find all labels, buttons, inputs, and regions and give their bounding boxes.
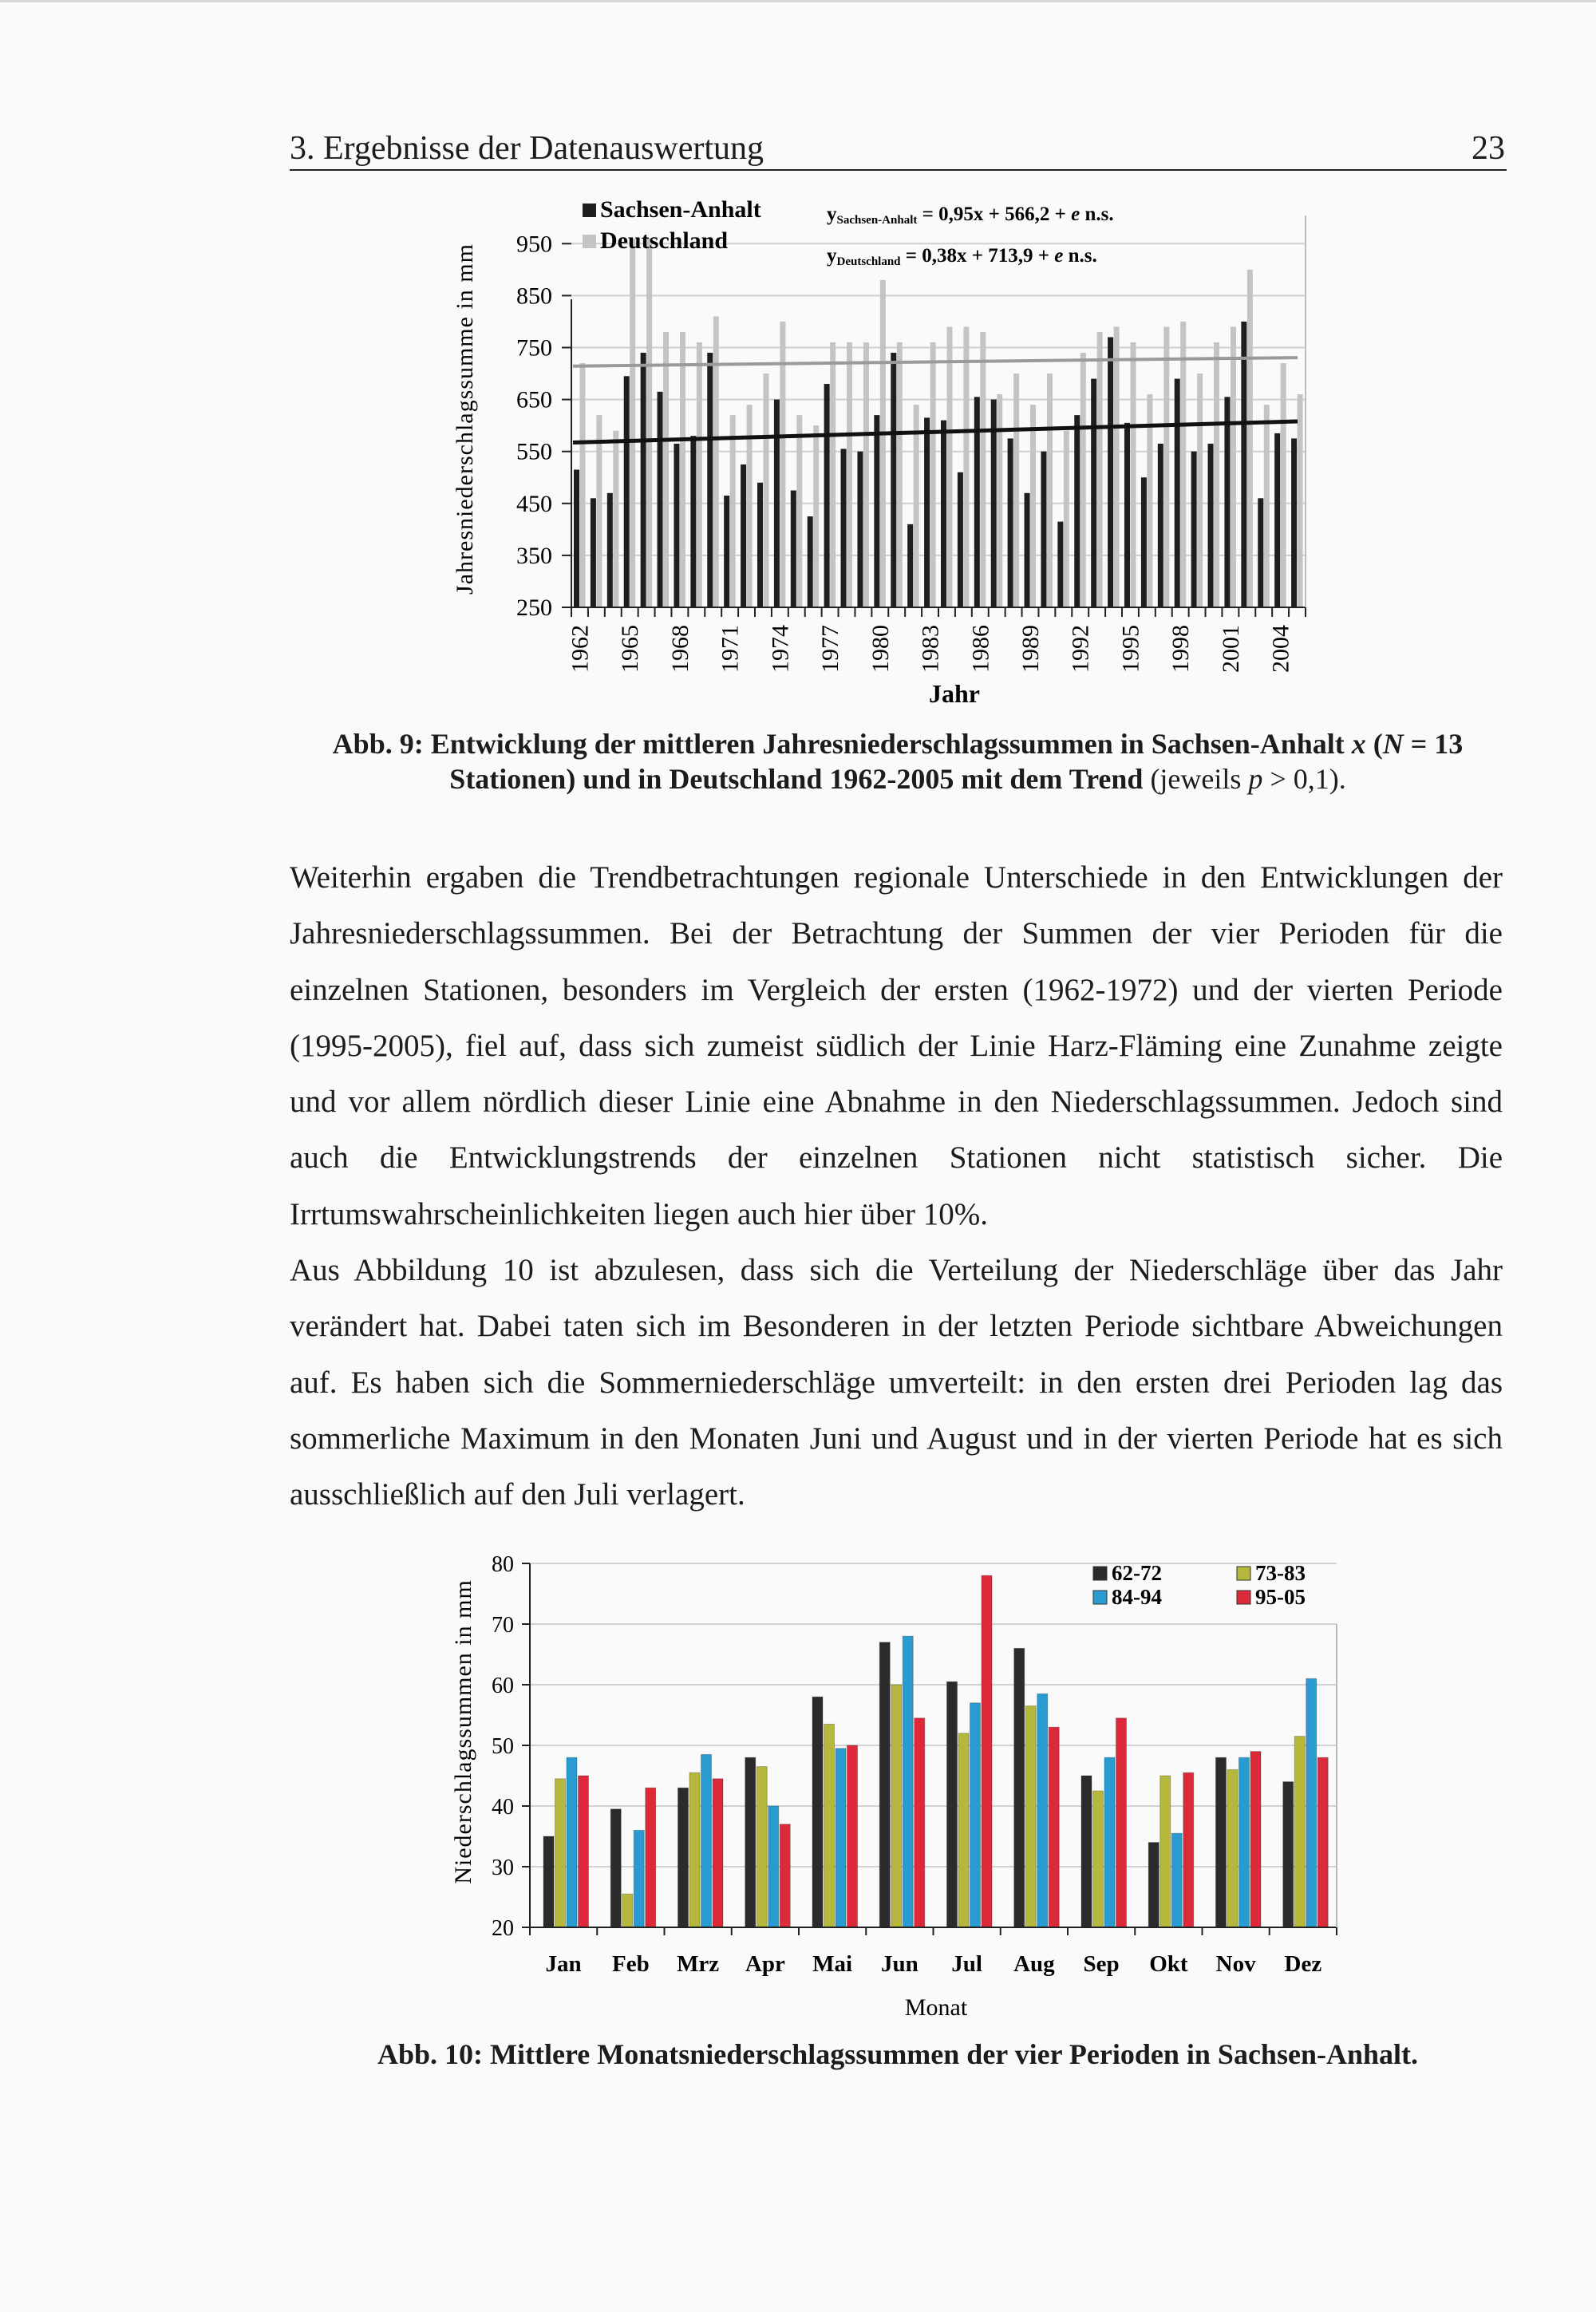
bar-sachsen-anhalt [1158, 444, 1163, 607]
chart2-x-tick-label: Mrz [677, 1951, 720, 1977]
bar-period-73-83 [958, 1733, 969, 1927]
bar-deutschland [947, 326, 953, 607]
chart2-x-tick-label: Nov [1215, 1951, 1256, 1977]
bar-sachsen-anhalt [1041, 452, 1046, 607]
bar-sachsen-anhalt [741, 464, 746, 607]
bar-deutschland [1197, 373, 1203, 607]
chart1-x-tick-label: 1983 [917, 625, 944, 673]
bar-deutschland [730, 415, 736, 607]
chart1-y-tick-label: 650 [516, 386, 552, 413]
bar-sachsen-anhalt [1258, 498, 1263, 607]
bar-period-84-94 [1104, 1757, 1115, 1927]
body-text [290, 850, 1503, 1524]
bar-period-95-05 [646, 1788, 656, 1927]
trend-equation-sachsen-anhalt: ySachsen-Anhalt = 0,95x + 566,2 + e n.s. [827, 204, 1114, 227]
legend-swatch-84-94 [1093, 1591, 1107, 1604]
chart2-x-tick-label: Dez [1284, 1951, 1322, 1977]
bar-period-62-72 [1283, 1782, 1294, 1927]
trend-equation-deutschland: yDeutschland = 0,38x + 713,9 + e n.s. [827, 245, 1097, 268]
page-number: 23 [1472, 130, 1505, 167]
bar-period-84-94 [634, 1830, 644, 1927]
chart2-y-tick-label: 50 [492, 1734, 514, 1759]
bar-period-62-72 [812, 1697, 823, 1927]
chart2-y-tick-label: 70 [492, 1613, 514, 1638]
legend-label-deutschland: Deutschland [600, 227, 729, 254]
bar-period-84-94 [970, 1703, 981, 1927]
bar-deutschland [796, 415, 802, 607]
chart1-x-tick-label: 1962 [567, 625, 594, 673]
legend-label-84-94: 84-94 [1112, 1585, 1162, 1609]
bar-deutschland [613, 431, 618, 607]
chart1-y-tick-label: 950 [516, 231, 552, 258]
chart2-x-tick-label: Apr [745, 1951, 785, 1977]
chart2-bars [543, 1575, 1328, 1927]
bar-sachsen-anhalt [891, 353, 896, 607]
bar-sachsen-anhalt [808, 516, 813, 607]
bar-sachsen-anhalt [1208, 444, 1214, 607]
bar-period-62-72 [1216, 1757, 1227, 1927]
bar-sachsen-anhalt [841, 449, 847, 607]
chart2-x-tick-label: Jan [545, 1951, 582, 1977]
bar-period-73-83 [1227, 1769, 1238, 1927]
chart2-x-tick-label: Jul [951, 1951, 982, 1977]
chart1-x-tick-label: 1989 [1017, 625, 1044, 673]
bar-deutschland [646, 239, 652, 607]
bar-deutschland [1030, 405, 1036, 607]
chart1-x-tick-label: 1998 [1167, 625, 1195, 673]
bar-deutschland [697, 342, 702, 607]
chart1-x-tick-label: 1980 [867, 625, 894, 673]
chart1-x-tick-label: 1986 [967, 625, 994, 673]
bar-sachsen-anhalt [791, 491, 796, 607]
bar-deutschland [1131, 342, 1136, 607]
legend-label-73-83: 73-83 [1255, 1561, 1306, 1585]
bar-sachsen-anhalt [1091, 379, 1096, 607]
bar-period-95-05 [982, 1575, 992, 1927]
bar-period-73-83 [1160, 1776, 1171, 1927]
bar-deutschland [880, 280, 886, 607]
chart1-x-axis-label: Jahr [929, 679, 980, 708]
chart1-y-axis-label: Jahresniederschlagssumme in mm [452, 243, 478, 595]
bar-sachsen-anhalt [874, 415, 879, 607]
chart2-y-tick-label: 30 [492, 1856, 514, 1880]
bar-deutschland [914, 405, 919, 607]
legend-label-62-72: 62-72 [1112, 1561, 1162, 1585]
bar-period-95-05 [1250, 1752, 1261, 1927]
bar-period-95-05 [1116, 1718, 1127, 1927]
bar-period-73-83 [555, 1779, 566, 1927]
chart1-x-tick-label: 1974 [767, 625, 794, 673]
legend-swatch-62-72 [1093, 1567, 1107, 1580]
legend-label-sachsen-anhalt: Sachsen-Anhalt [600, 196, 761, 223]
bar-period-84-94 [903, 1636, 913, 1927]
chart1-x-tick-label: 1968 [666, 625, 693, 673]
bar-period-84-94 [768, 1806, 779, 1927]
bar-deutschland [1097, 332, 1103, 607]
bar-period-84-94 [701, 1754, 712, 1927]
bar-sachsen-anhalt [591, 498, 596, 607]
bar-deutschland [680, 332, 685, 607]
bar-deutschland [997, 394, 1002, 607]
chart2-x-tick-label: Okt [1149, 1951, 1188, 1977]
chart2-x-axis-label: Monat [904, 1994, 968, 2021]
bar-deutschland [1080, 353, 1086, 607]
page-edge-rule [0, 0, 1596, 2]
bar-period-95-05 [1183, 1773, 1194, 1927]
bar-sachsen-anhalt [824, 384, 830, 607]
bar-sachsen-anhalt [907, 524, 913, 607]
bar-period-84-94 [567, 1757, 577, 1927]
paragraph-1: Weiterhin ergaben die Trendbetrachtungen regionale Unterschiede in den Entwicklungen der Jahresniederschlagssummen. Bei der Betrachtung der Summen der vier Perioden für die einzelnen Stationen, besonders im Vergleich der ersten (1962-1972) und der vierten Periode (1995-2005), fiel auf, dass sich zumeist südlich der Linie Harz-Fläming eine Zunahme zeigte und vor allem nördlich dieser Linie eine Abnahme in den Niederschlagssummen. Jedoch sind auch die Entwicklungstrends der einzelnen Stationen nicht statistisch sicher. Die Irrtumswahrscheinlichkeiten liegen auch hier über 10%. [290, 860, 1503, 1231]
bar-sachsen-anhalt [941, 421, 946, 607]
bar-deutschland [1047, 373, 1053, 607]
chart1-y-tick-label: 550 [516, 438, 552, 465]
figure-9-caption: Abb. 9: Entwicklung der mittleren Jahresniederschlagssummen in Sachsen-Anhalt x (N = 13 Stationen) und in Deutschland 1962-2005 mit dem Trend (jeweils p > 0,1). [332, 728, 1464, 795]
chart2-y-tick-label: 60 [492, 1674, 514, 1698]
bar-deutschland [1298, 394, 1303, 607]
bar-deutschland [813, 425, 819, 607]
bar-period-95-05 [915, 1718, 925, 1927]
bar-sachsen-anhalt [707, 353, 713, 607]
chart1-x-tick-label: 2001 [1217, 625, 1244, 673]
bar-period-95-05 [1317, 1757, 1328, 1927]
bar-sachsen-anhalt [924, 417, 930, 607]
bar-deutschland [1163, 326, 1169, 607]
bar-period-84-94 [1239, 1757, 1250, 1927]
bar-period-73-83 [622, 1894, 633, 1927]
bar-sachsen-anhalt [757, 483, 763, 607]
bar-period-62-72 [678, 1788, 689, 1927]
bar-deutschland [980, 332, 986, 607]
chart2-y-tick-label: 40 [492, 1795, 514, 1820]
bar-deutschland [747, 405, 753, 607]
bar-period-62-72 [543, 1836, 554, 1927]
bar-sachsen-anhalt [1175, 379, 1180, 607]
chart2-legend [1093, 1561, 1306, 1609]
monthly-precipitation-chart [0, 1548, 1596, 2027]
bar-sachsen-anhalt [1124, 423, 1130, 607]
bar-sachsen-anhalt [774, 400, 780, 607]
bar-period-62-72 [610, 1809, 621, 1927]
bar-deutschland [1214, 342, 1219, 607]
chart2-y-axis-label: Niederschlagssummen in mm [450, 1579, 476, 1884]
legend-swatch-sachsen-anhalt [583, 204, 596, 217]
bar-deutschland [596, 415, 602, 607]
bar-deutschland [630, 239, 635, 607]
chart1-x-tick-label: 2004 [1267, 625, 1294, 673]
bar-deutschland [1114, 326, 1120, 607]
bar-period-62-72 [879, 1642, 890, 1927]
bar-period-73-83 [689, 1773, 700, 1927]
bar-deutschland [897, 342, 903, 607]
bar-period-62-72 [947, 1682, 958, 1927]
chart1-y-tick-label: 850 [516, 283, 552, 310]
bar-period-95-05 [579, 1776, 589, 1927]
bar-deutschland [1013, 373, 1019, 607]
bar-sachsen-anhalt [641, 353, 646, 607]
bar-period-73-83 [1025, 1706, 1036, 1927]
bar-deutschland [713, 316, 719, 607]
bar-period-73-83 [1093, 1791, 1104, 1927]
bar-sachsen-anhalt [624, 376, 630, 607]
bar-period-95-05 [847, 1745, 858, 1927]
bar-sachsen-anhalt [658, 392, 663, 607]
bar-period-84-94 [1037, 1693, 1048, 1927]
annual-precipitation-chart [0, 180, 1596, 722]
bar-deutschland [1064, 431, 1069, 607]
bar-period-62-72 [1148, 1843, 1159, 1927]
bar-sachsen-anhalt [1224, 397, 1230, 607]
legend-label-95-05: 95-05 [1255, 1585, 1306, 1609]
bar-sachsen-anhalt [674, 444, 679, 607]
bar-period-73-83 [1294, 1737, 1305, 1927]
legend-swatch-73-83 [1237, 1567, 1250, 1580]
bar-deutschland [863, 342, 869, 607]
bar-deutschland [663, 332, 669, 607]
chart1-x-tick-label: 1992 [1067, 625, 1094, 673]
bar-sachsen-anhalt [574, 469, 579, 607]
bar-deutschland [1281, 363, 1286, 607]
bar-period-95-05 [780, 1824, 790, 1927]
bar-sachsen-anhalt [1025, 493, 1030, 607]
bar-sachsen-anhalt [1074, 415, 1080, 607]
bar-period-73-83 [824, 1724, 835, 1927]
bar-sachsen-anhalt [974, 397, 980, 607]
chart1-y-tick-label: 450 [516, 490, 552, 517]
bar-deutschland [580, 363, 586, 607]
legend-swatch-95-05 [1237, 1591, 1250, 1604]
bar-deutschland [847, 342, 852, 607]
chart1-x-tick-label: 1971 [717, 625, 744, 673]
chart1-legend [583, 196, 761, 254]
bar-deutschland [764, 373, 769, 607]
bar-sachsen-anhalt [958, 472, 963, 607]
bar-deutschland [1247, 270, 1253, 607]
bar-period-95-05 [713, 1779, 723, 1927]
bar-sachsen-anhalt [1108, 337, 1113, 607]
bar-period-84-94 [1306, 1678, 1317, 1927]
bar-sachsen-anhalt [857, 452, 863, 607]
bar-sachsen-anhalt [1274, 433, 1280, 607]
bar-deutschland [1231, 326, 1236, 607]
bar-period-84-94 [1171, 1833, 1182, 1927]
chart1-y-tick-label: 750 [516, 334, 552, 362]
bar-sachsen-anhalt [1141, 477, 1147, 607]
bar-deutschland [1264, 405, 1270, 607]
chart1-x-tick-label: 1977 [817, 625, 844, 673]
bar-deutschland [963, 326, 969, 607]
legend-swatch-deutschland [583, 235, 596, 248]
chart2-x-tick-label: Mai [812, 1951, 853, 1977]
paragraph-2: Aus Abbildung 10 ist abzulesen, dass sich die Verteilung der Niederschläge über das Jahr verändert hat. Dabei taten sich im Besonderen in der letzten Periode sichtbare Abweichungen auf. Es haben sich die Sommerniederschläge umverteilt: in den ersten drei Perioden lag das sommerliche Maximum in den Monaten Juni und August und in der vierten Periode hat es sich ausschließlich auf den Juli verlagert. [290, 1253, 1503, 1512]
bar-period-62-72 [745, 1757, 756, 1927]
chart2-x-tick-label: Aug [1013, 1951, 1055, 1977]
bar-period-62-72 [1081, 1776, 1092, 1927]
bar-deutschland [1180, 322, 1186, 607]
bar-deutschland [830, 342, 836, 607]
chart2-y-tick-label: 80 [492, 1552, 514, 1577]
running-header [290, 124, 1507, 171]
chart2-x-tick-label: Sep [1083, 1951, 1120, 1977]
figure-10-caption: Abb. 10: Mittlere Monatsniederschlagssummen der vier Perioden in Sachsen-Anhalt. [377, 2038, 1418, 2070]
bar-period-62-72 [1014, 1648, 1025, 1927]
chart2-y-tick-label: 20 [492, 1916, 514, 1941]
bar-sachsen-anhalt [724, 496, 729, 607]
bar-deutschland [930, 342, 936, 607]
bar-sachsen-anhalt [607, 493, 613, 607]
chart1-y-tick-label: 350 [516, 542, 552, 569]
bar-sachsen-anhalt [690, 436, 696, 607]
bar-sachsen-anhalt [1057, 522, 1063, 607]
chart1-x-tick-label: 1995 [1117, 625, 1144, 673]
chart2-x-tick-label: Jun [880, 1951, 918, 1977]
chart1-x-tick-label: 1965 [617, 625, 644, 673]
bar-sachsen-anhalt [1008, 438, 1013, 607]
bar-period-73-83 [891, 1685, 902, 1927]
bar-period-84-94 [836, 1749, 846, 1927]
section-title: 3. Ergebnisse der Datenauswertung [290, 130, 764, 167]
bar-period-95-05 [1049, 1727, 1059, 1927]
bar-period-73-83 [757, 1767, 767, 1927]
chart1-y-tick-label: 250 [516, 595, 552, 621]
bar-sachsen-anhalt [1191, 452, 1197, 607]
chart2-x-tick-label: Feb [612, 1951, 650, 1977]
bar-sachsen-anhalt [1291, 438, 1297, 607]
bar-sachsen-anhalt [1241, 322, 1246, 607]
